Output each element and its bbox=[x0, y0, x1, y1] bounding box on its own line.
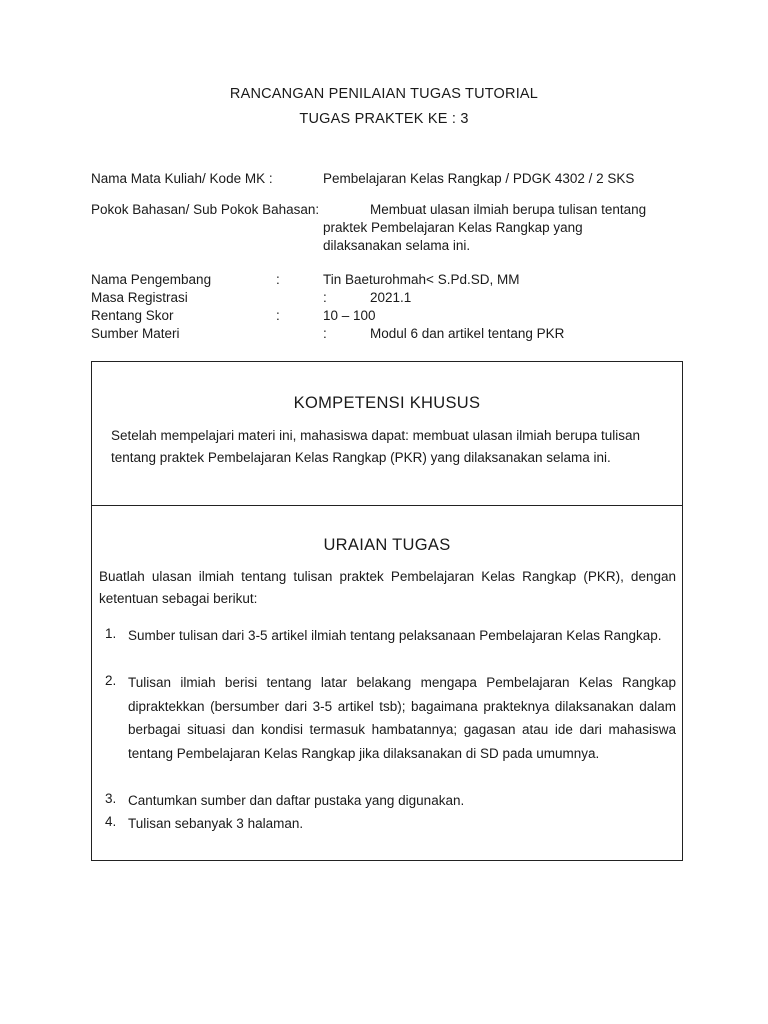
score-colon: : bbox=[276, 308, 280, 323]
list-item-number: 4. bbox=[105, 814, 117, 829]
developer-value: Tin Baeturohmah< S.Pd.SD, MM bbox=[323, 272, 520, 287]
list-item: Cantumkan sumber dan daftar pustaka yang digunakan. bbox=[128, 793, 465, 808]
score-value: 10 – 100 bbox=[323, 308, 376, 323]
list-item-number: 1. bbox=[105, 626, 117, 641]
developer-label: Nama Pengembang bbox=[91, 272, 212, 287]
competency-heading: KOMPETENSI KHUSUS bbox=[293, 394, 481, 412]
list-item-number: 2. bbox=[105, 673, 117, 688]
document-subtitle: TUGAS PRAKTEK KE : 3 bbox=[299, 111, 469, 127]
score-label: Rentang Skor bbox=[91, 308, 174, 323]
task-box bbox=[91, 505, 683, 861]
competency-box bbox=[91, 361, 683, 506]
task-heading: URAIAN TUGAS bbox=[323, 536, 451, 554]
source-value: Modul 6 dan artikel tentang PKR bbox=[370, 326, 565, 341]
topic-value-line2: praktek Pembelajaran Kelas Rangkap yang bbox=[323, 220, 583, 235]
developer-colon: : bbox=[276, 272, 280, 287]
competency-text: Setelah mempelajari materi ini, mahasiswa dapat: membuat ulasan ilmiah berupa tulisan tentang praktek Pembelajaran Kelas Rangkap (PKR) yang dilaksanakan selama ini. bbox=[111, 428, 641, 465]
document-title: RANCANGAN PENILAIAN TUGAS TUTORIAL bbox=[229, 86, 539, 102]
registration-colon: : bbox=[323, 290, 327, 305]
source-label: Sumber Materi bbox=[91, 326, 180, 341]
list-item: Tulisan ilmiah berisi tentang latar belakang mengapa Pembelajaran Kelas Rangkap dipraktekkan (bersumber dari 3-5 artikel tsb); bagaimana prakteknya dilaksanakan dalam berbagai situasi dan kondisi termasuk hambatannya; gagasan atau ide dari mahasiswa tentang Pembelajaran Kelas Rangkap jika dilaksanakan di SD pada umumnya. bbox=[128, 675, 676, 761]
source-colon: : bbox=[323, 326, 327, 341]
course-label: Nama Mata Kuliah/ Kode MK : bbox=[91, 171, 273, 186]
topic-value-line1: Membuat ulasan ilmiah berupa tulisan tentang bbox=[370, 202, 647, 217]
topic-value-line3: dilaksanakan selama ini. bbox=[323, 238, 471, 253]
course-value: Pembelajaran Kelas Rangkap / PDGK 4302 / 2 SKS bbox=[323, 171, 635, 186]
registration-value: 2021.1 bbox=[370, 290, 412, 305]
topic-label: Pokok Bahasan/ Sub Pokok Bahasan: bbox=[91, 202, 320, 217]
list-item: Sumber tulisan dari 3-5 artikel ilmiah tentang pelaksanaan Pembelajaran Kelas Rangkap. bbox=[128, 628, 662, 643]
task-intro: Buatlah ulasan ilmiah tentang tulisan praktek Pembelajaran Kelas Rangkap (PKR), dengan ketentuan sebagai berikut: bbox=[99, 569, 676, 606]
list-item-number: 3. bbox=[105, 791, 117, 806]
list-item: Tulisan sebanyak 3 halaman. bbox=[128, 816, 304, 831]
registration-label: Masa Registrasi bbox=[91, 290, 188, 305]
